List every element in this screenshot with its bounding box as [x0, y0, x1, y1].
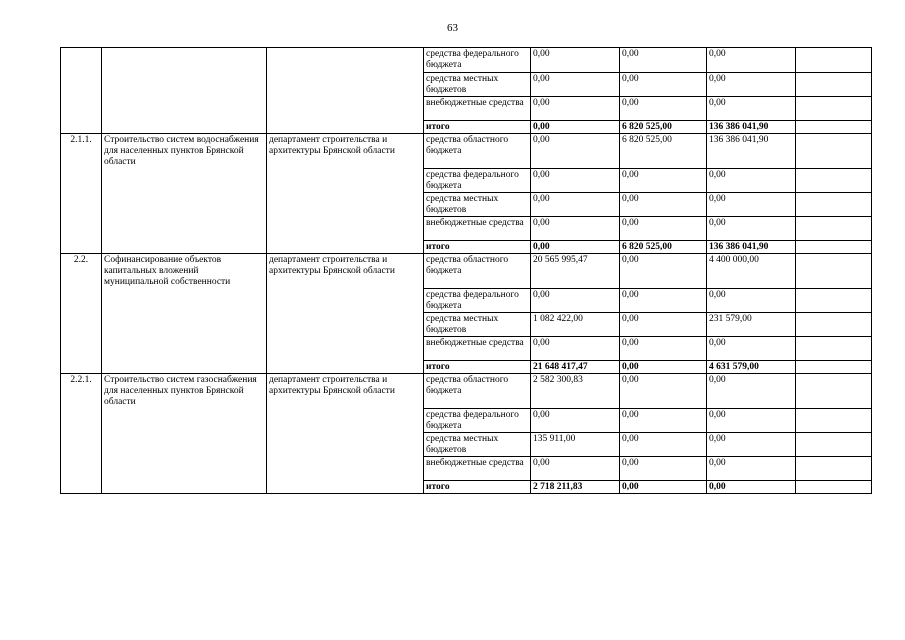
value-col2-cell: 0,00	[620, 374, 707, 409]
funding-source-cell: средства федерального бюджета	[424, 48, 531, 73]
funding-source-cell: итого	[424, 481, 531, 494]
funding-source-cell: средства областного бюджета	[424, 374, 531, 409]
value-col3-cell: 136 386 041,90	[707, 241, 796, 254]
value-col4-cell	[796, 134, 872, 169]
value-col1-cell: 0,00	[531, 409, 620, 433]
value-col4-cell	[796, 361, 872, 374]
value-col2-cell: 0,00	[620, 289, 707, 313]
value-col4-cell	[796, 48, 872, 73]
department-cell	[267, 48, 424, 134]
funding-source-cell: средства федерального бюджета	[424, 169, 531, 193]
value-col3-cell: 0,00	[707, 289, 796, 313]
funding-source-cell: итого	[424, 121, 531, 134]
value-col1-cell: 0,00	[531, 134, 620, 169]
department-cell: департамент строительства и архитектуры Брянской области	[267, 374, 424, 494]
value-col3-cell: 0,00	[707, 169, 796, 193]
value-col3-cell: 0,00	[707, 337, 796, 361]
item-name-cell: Софинансирование объектов капитальных вложений муниципальной собственности	[102, 254, 267, 374]
value-col3-cell: 0,00	[707, 457, 796, 481]
item-name-cell: Строительство систем водоснабжения для населенных пунктов Брянской области	[102, 134, 267, 254]
value-col1-cell: 0,00	[531, 97, 620, 121]
value-col2-cell: 6 820 525,00	[620, 121, 707, 134]
department-cell: департамент строительства и архитектуры Брянской области	[267, 254, 424, 374]
value-col3-cell: 0,00	[707, 73, 796, 97]
value-col2-cell: 6 820 525,00	[620, 134, 707, 169]
value-col1-cell: 135 911,00	[531, 433, 620, 457]
value-col1-cell: 0,00	[531, 337, 620, 361]
value-col2-cell: 0,00	[620, 48, 707, 73]
table-row	[61, 374, 872, 409]
value-col3-cell: 231 579,00	[707, 313, 796, 337]
table-row	[61, 254, 872, 289]
department-cell: департамент строительства и архитектуры Брянской области	[267, 134, 424, 254]
value-col2-cell: 0,00	[620, 73, 707, 97]
funding-source-cell: итого	[424, 241, 531, 254]
value-col3-cell: 0,00	[707, 48, 796, 73]
funding-source-cell: внебюджетные средства	[424, 217, 531, 241]
budget-table	[60, 47, 872, 494]
funding-source-cell: средства местных бюджетов	[424, 313, 531, 337]
value-col3-cell: 0,00	[707, 193, 796, 217]
funding-source-cell: средства федерального бюджета	[424, 289, 531, 313]
funding-source-cell: средства местных бюджетов	[424, 73, 531, 97]
value-col4-cell	[796, 254, 872, 289]
value-col4-cell	[796, 73, 872, 97]
value-col3-cell: 4 400 000,00	[707, 254, 796, 289]
value-col1-cell: 0,00	[531, 193, 620, 217]
value-col3-cell: 0,00	[707, 481, 796, 494]
value-col4-cell	[796, 169, 872, 193]
table-row	[61, 48, 872, 73]
value-col2-cell: 0,00	[620, 409, 707, 433]
value-col2-cell: 0,00	[620, 217, 707, 241]
value-col1-cell: 0,00	[531, 217, 620, 241]
value-col3-cell: 0,00	[707, 374, 796, 409]
value-col1-cell: 21 648 417,47	[531, 361, 620, 374]
value-col1-cell: 2 582 300,83	[531, 374, 620, 409]
item-name-cell	[102, 48, 267, 134]
value-col1-cell: 0,00	[531, 48, 620, 73]
value-col2-cell: 0,00	[620, 169, 707, 193]
value-col2-cell: 0,00	[620, 457, 707, 481]
value-col4-cell	[796, 457, 872, 481]
value-col4-cell	[796, 374, 872, 409]
funding-source-cell: итого	[424, 361, 531, 374]
value-col4-cell	[796, 97, 872, 121]
value-col4-cell	[796, 337, 872, 361]
value-col1-cell: 0,00	[531, 169, 620, 193]
value-col2-cell: 0,00	[620, 361, 707, 374]
value-col2-cell: 0,00	[620, 254, 707, 289]
table-row	[61, 134, 872, 169]
item-name-cell: Строительство систем газоснабжения для населенных пунктов Брянской области	[102, 374, 267, 494]
item-number-cell: 2.1.1.	[61, 134, 102, 254]
item-number-cell: 2.2.1.	[61, 374, 102, 494]
value-col4-cell	[796, 289, 872, 313]
value-col4-cell	[796, 433, 872, 457]
value-col4-cell	[796, 241, 872, 254]
value-col2-cell: 0,00	[620, 433, 707, 457]
value-col1-cell: 20 565 995,47	[531, 254, 620, 289]
value-col4-cell	[796, 481, 872, 494]
value-col2-cell: 0,00	[620, 337, 707, 361]
value-col2-cell: 6 820 525,00	[620, 241, 707, 254]
value-col3-cell: 0,00	[707, 409, 796, 433]
value-col1-cell: 0,00	[531, 73, 620, 97]
funding-source-cell: средства местных бюджетов	[424, 433, 531, 457]
funding-source-cell: внебюджетные средства	[424, 97, 531, 121]
value-col2-cell: 0,00	[620, 481, 707, 494]
value-col3-cell: 0,00	[707, 217, 796, 241]
funding-source-cell: внебюджетные средства	[424, 337, 531, 361]
funding-source-cell: средства федерального бюджета	[424, 409, 531, 433]
item-number-cell	[61, 48, 102, 134]
value-col1-cell: 0,00	[531, 241, 620, 254]
funding-source-cell: средства местных бюджетов	[424, 193, 531, 217]
value-col1-cell: 0,00	[531, 289, 620, 313]
value-col2-cell: 0,00	[620, 313, 707, 337]
item-number-cell: 2.2.	[61, 254, 102, 374]
value-col3-cell: 4 631 579,00	[707, 361, 796, 374]
value-col1-cell: 0,00	[531, 457, 620, 481]
value-col3-cell: 0,00	[707, 433, 796, 457]
value-col1-cell: 1 082 422,00	[531, 313, 620, 337]
value-col4-cell	[796, 313, 872, 337]
funding-source-cell: средства областного бюджета	[424, 134, 531, 169]
funding-source-cell: средства областного бюджета	[424, 254, 531, 289]
value-col3-cell: 136 386 041,90	[707, 134, 796, 169]
value-col1-cell: 2 718 211,83	[531, 481, 620, 494]
value-col4-cell	[796, 409, 872, 433]
value-col2-cell: 0,00	[620, 97, 707, 121]
value-col3-cell: 136 386 041,90	[707, 121, 796, 134]
value-col1-cell: 0,00	[531, 121, 620, 134]
value-col2-cell: 0,00	[620, 193, 707, 217]
funding-source-cell: внебюджетные средства	[424, 457, 531, 481]
value-col4-cell	[796, 121, 872, 134]
value-col4-cell	[796, 217, 872, 241]
value-col4-cell	[796, 193, 872, 217]
page-number: 63	[447, 22, 458, 34]
value-col3-cell: 0,00	[707, 97, 796, 121]
